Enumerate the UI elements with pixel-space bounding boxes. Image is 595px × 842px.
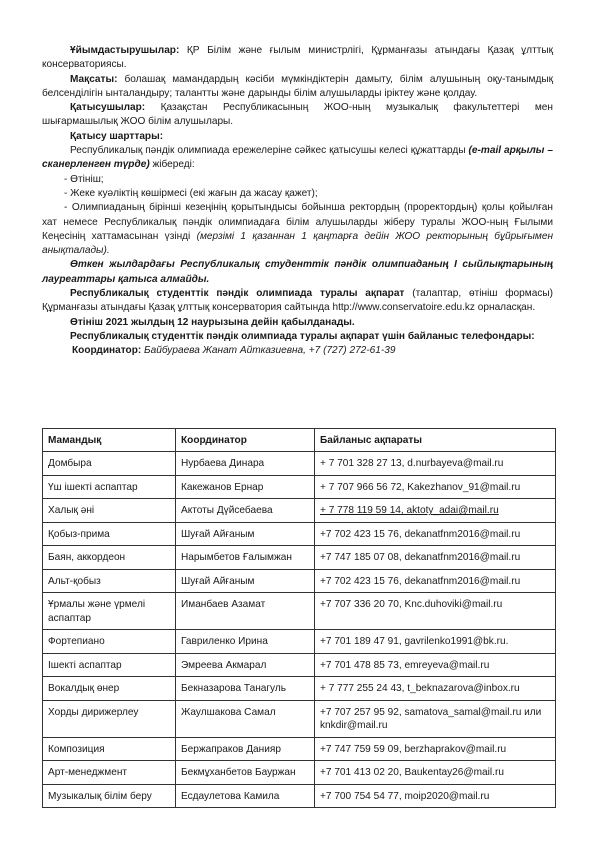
contact-cell: +7 701 189 47 91, gavrilenko1991@bk.ru. [315, 630, 556, 654]
specialty-cell: Халық әні [43, 499, 176, 523]
condition-item-id-copy: - Жеке куәліктің көшірмесі (екі жағын да жасау қажет); [64, 187, 318, 199]
contact-cell: +7 747 759 59 09, berzhaprakov@mail.ru [315, 737, 556, 761]
condition-item-application: - Өтініш; [64, 173, 104, 185]
coordinator-cell: Актоты Дүйсебаева [176, 499, 315, 523]
condition-item-letter-italic: (мерзімі 1 қазаннан 1 қаңтарға дейін ЖОО ректорының бұйрығымен анықталады). [42, 230, 554, 257]
goals-label: Мақсаты: [70, 73, 118, 85]
deadline-text: Өтініш 2021 жылдың 12 наурызына дейін қабылданады. [70, 316, 355, 328]
conditions-heading: Қатысу шарттары: [70, 130, 164, 142]
specialty-cell: Арт-менеджмент [43, 761, 176, 785]
specialty-cell: Альт-қобыз [43, 569, 176, 593]
coordinator-text: Байбураева Жанат Айтказиевна, +7 (727) 272-61-39 [141, 345, 396, 357]
conditions-intro-end: жібереді: [149, 159, 195, 171]
participants-label: Қатысушылар: [70, 102, 146, 114]
contact-cell: + 7 778 119 59 14, aktoty_adai@mail.ru [315, 499, 556, 523]
specialty-cell: Баян, аккордеон [43, 546, 176, 570]
coordinator-line [42, 344, 553, 358]
specialty-cell: Фортепиано [43, 630, 176, 654]
specialty-cell: Музыкалық білім беру [43, 784, 176, 808]
conditions-intro-start: Республикалық пәндік олимпиада ережелеріне сәйкес қатысушы келесі құжаттарды [70, 145, 469, 157]
coordinator-cell: Шуғай Айғаным [176, 569, 315, 593]
table-row [43, 700, 556, 737]
specialty-cell: Ішекті аспаптар [43, 653, 176, 677]
table-row [43, 499, 556, 523]
table-row [43, 522, 556, 546]
info-paragraph [42, 287, 553, 316]
organizers-label: Ұйымдастырушылар: [70, 45, 180, 56]
contact-cell: +7 707 257 95 92, samatova_samal@mail.ru или knkdir@mail.ru [315, 700, 556, 737]
condition-item-letter-text: - Олимпиаданың бірінші кезеңінің қорытындысы бойынша ректордың (проректордың) қолы қойылған хат немесе Республикалық пәндік олимпиадаға білім алушыларды жіберу туралы ЖОО-ның Ғылыми Кеңесінің хаттамасынан үзінді [42, 202, 553, 242]
coordinator-cell: Какежанов Ернар [176, 475, 315, 499]
phones-heading: Республикалық студенттік пәндік олимпиада туралы ақпарат үшін байланыс телефондары: [70, 330, 535, 342]
coordinator-cell: Бекназарова Танагуль [176, 677, 315, 701]
info-text: (талаптар, өтініш формасы) Құрманғазы атындағы Қазақ ұлттық консерватория сайтында http://www.conservatoire.edu.kz орналасқан. [42, 288, 553, 314]
table-row [43, 784, 556, 808]
contact-cell: + 7 777 255 24 43, t_beknazarova@inbox.ru [315, 677, 556, 701]
coordinator-cell: Бекмұханбетов Бауржан [176, 761, 315, 785]
specialty-cell: Қобыз-прима [43, 522, 176, 546]
coordinator-cell: Есдаулетова Камила [176, 784, 315, 808]
condition-item-letter [42, 201, 553, 258]
specialty-cell: Вокалдық өнер [43, 677, 176, 701]
table-row [43, 677, 556, 701]
coordinator-cell: Эмреева Акмарал [176, 653, 315, 677]
specialty-cell: Композиция [43, 737, 176, 761]
contact-cell: +7 702 423 15 76, dekanatfnm2016@mail.ru [315, 522, 556, 546]
contact-cell: +7 707 336 20 70, Knc.duhoviki@mail.ru [315, 593, 556, 630]
contact-cell: +7 700 754 54 77, moip2020@mail.ru [315, 784, 556, 808]
specialty-cell: Үш ішекті аспаптар [43, 475, 176, 499]
table-row [43, 653, 556, 677]
contact-cell: + 7 701 328 27 13, d.nurbayeva@mail.ru [315, 452, 556, 476]
coordinator-cell: Гавриленко Ирина [176, 630, 315, 654]
coordinator-cell: Нурбаева Динара [176, 452, 315, 476]
header-coordinator: Координатор [176, 429, 315, 452]
specialty-cell: Домбыра [43, 452, 176, 476]
participants-text: Қазақстан Республикасының ЖОО-ның музыкалық факультеттері мен шығармашылық ЖОО білім алушылары. [42, 102, 553, 128]
goals-paragraph [42, 73, 553, 102]
conditions-intro-italic: (e-mail арқылы – сканерленген түрде) [42, 145, 553, 171]
coordinator-cell: Иманбаев Азамат [176, 593, 315, 630]
specialty-cell: Хорды дирижерлеу [43, 700, 176, 737]
contact-cell: + 7 707 966 56 72, Kakezhanov_91@mail.ru [315, 475, 556, 499]
table-header-row [43, 429, 556, 452]
table-row [43, 737, 556, 761]
info-bold: Республикалық студенттік пәндік олимпиада туралы ақпарат [70, 288, 405, 300]
coordinator-cell: Нарымбетов Ғалымжан [176, 546, 315, 570]
specialty-cell: Ұрмалы және үрмелі аспаптар [43, 593, 176, 630]
table-row [43, 475, 556, 499]
header-contact: Байланыс ақпараты [315, 429, 556, 452]
table-row [43, 452, 556, 476]
olympiad-info-text [42, 44, 553, 359]
contact-cell: +7 701 413 02 20, Baukentay26@mail.ru [315, 761, 556, 785]
participants-paragraph [42, 101, 553, 130]
laureates-warning: Өткен жылдардағы Республикалық студенттік пәндік олимпиаданың І сыйлықтарының лауреаттары қатыса алмайды. [42, 259, 553, 285]
contact-cell: +7 747 185 07 08, dekanatfnm2016@mail.ru [315, 546, 556, 570]
contact-cell: +7 702 423 15 76, dekanatfnm2016@mail.ru [315, 569, 556, 593]
coordinator-cell: Бержапраков Данияр [176, 737, 315, 761]
table-row [43, 593, 556, 630]
table-row [43, 761, 556, 785]
organizers-text: ҚР Білім және ғылым министрлігі, Құрманғазы атындағы Қазақ ұлттық консерваториясы. [42, 45, 553, 71]
header-specialty: Мамандық [43, 429, 176, 452]
contacts-table [42, 428, 556, 808]
coordinator-cell: Жаулшакова Самал [176, 700, 315, 737]
table-row [43, 546, 556, 570]
coordinator-cell: Шуғай Айғаным [176, 522, 315, 546]
table-row [43, 630, 556, 654]
table-row [43, 569, 556, 593]
coordinator-label: Координатор: [72, 345, 142, 357]
conditions-intro [42, 144, 553, 173]
organizers-paragraph [42, 44, 553, 73]
contact-cell: +7 701 478 85 73, emreyeva@mail.ru [315, 653, 556, 677]
goals-text: болашақ мамандардың кәсіби мүмкіндіктерін дамыту, білім алушының оқу-танымдық белсенділігін ынталандыру; талантты және дарынды білім алушыларды іріктеу және қолдау. [42, 73, 553, 99]
